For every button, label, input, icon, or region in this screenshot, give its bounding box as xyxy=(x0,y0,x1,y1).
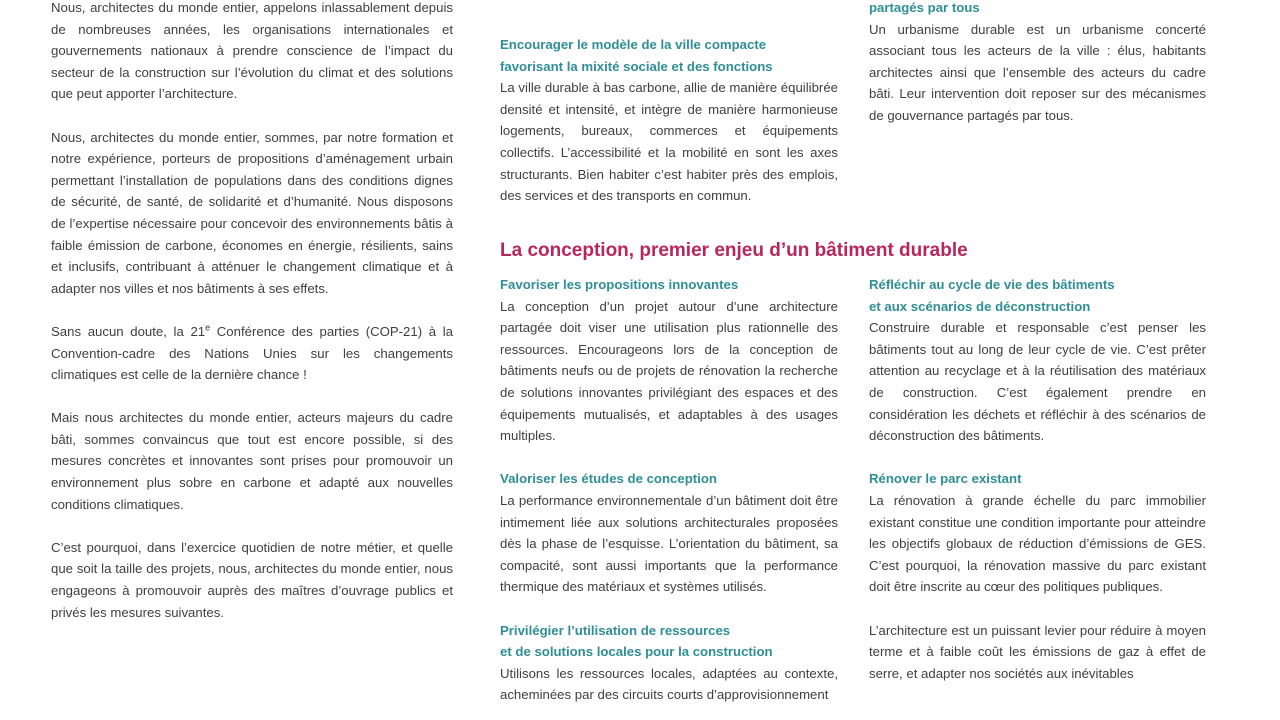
intro-paragraph-3-end: Conférence des parties (COP-21) à la Convention-cadre des Nations Unies sur les changements climatiques est celle de la dernière chance ! xyxy=(51,323,453,383)
compact-city-heading-line-2: favorisant la mixité sociale et des fonctions xyxy=(500,58,773,74)
concerted-urbanism-block xyxy=(869,0,1206,127)
compact-city-body: La ville durable à bas carbone, allie de manière équilibrée densité et intensité, et intègre de manière harmonieuse logements, bureaux, commerces et équipements collectifs. L’accessibilité et la mobilité en sont les axes structurants. Bien habiter c’est habiter près des emplois, des services et des transports en commun. xyxy=(500,80,838,204)
concerted-urbanism-body: Un urbanisme durable est un urbanisme concerté associant tous les acteurs de la ville : élus, habitants architectes ainsi que l’ensemble des acteurs du cadre bâti. Leur intervention doit reposer sur des mécanismes de gouvernance partagés par tous. xyxy=(869,21,1206,123)
intro-paragraph-5: C’est pourquoi, dans l’exercice quotidien de notre métier, et quelle que soit la taille des projets, nous, architectes du monde entier, nous engageons à promouvoir auprès des maîtres d’ouvrage publics et privés les mesures suivantes. xyxy=(51,539,453,620)
life-cycle-body: Construire durable et responsable c’est penser les bâtiments tout au long de leur cycle de vie. C’est prêter attention au recyclage et à la réutilisation des matériaux de construction. C’est également prendre en considération les déchets et réfléchir à des scénarios de déconstruction des bâtiments. xyxy=(869,320,1206,444)
life-cycle-heading-line-2: et aux scénarios de déconstruction xyxy=(869,298,1091,314)
compact-city-heading-line-1: Encourager le modèle de la ville compacte xyxy=(500,37,767,52)
intro-paragraph-4: Mais nous architectes du monde entier, acteurs majeurs du cadre bâti, sommes convaincus que tout est encore possible, si des mesures concrètes et innovantes sont prises pour promouvoir un environnement plus sobre en carbone et adapté aux nouvelles conditions climatiques. xyxy=(51,410,453,512)
ordinal-superscript: e xyxy=(205,322,211,333)
local-resources-heading-line-1: Privilégier l’utilisation de ressources xyxy=(500,622,731,638)
middle-column xyxy=(500,274,838,706)
architecture-lever-body: L’architecture est un puissant levier pour réduire à moyen terme et à faible coût les émissions de gaz à effet de serre, et adapter nos sociétés aux inévitables xyxy=(869,622,1206,681)
intro-paragraph-2: Nous, architectes du monde entier, sommes, par notre formation et notre expérience, porteurs de propositions d’aménagement urbain permettant l’installation de populations dans des conditions dignes de sécurité, de santé, de solidarité et d’humanité. Nous disposons de l’expertise nécessaire pour concevoir des environnements bâtis à faible émission de carbone, économes en énergie, résilients, sains et inclusifs, contribuant à atténuer le changement climatique et à adapter nos villes et nos bâtiments à ses effets. xyxy=(51,129,453,296)
concerted-urbanism-heading: partagés par tous xyxy=(869,0,980,15)
section-title: La conception, premier enjeu d’un bâtiment durable xyxy=(500,240,968,261)
right-column xyxy=(869,274,1206,684)
life-cycle-heading-line-1: Réfléchir au cycle de vie des bâtiments xyxy=(869,277,1115,292)
left-column xyxy=(51,0,453,623)
renovation-body: La rénovation à grande échelle du parc immobilier existant constitue une condition importante pour atteindre les objectifs globaux de réduction d’émissions de GES. C’est pourquoi, la rénovation massive du parc existant doit être inscrite au cœur des politiques publiques. xyxy=(869,492,1206,595)
local-resources-body: Utilisons les ressources locales, adaptées au contexte, acheminées par des circuits courts d’approvisionnement xyxy=(500,665,838,703)
local-resources-heading xyxy=(500,620,838,663)
innovative-proposals-heading: Favoriser les propositions innovantes xyxy=(500,277,739,292)
life-cycle-heading xyxy=(869,274,1206,317)
renovation-heading: Rénover le parc existant xyxy=(869,471,1022,487)
intro-paragraph-1: Nous, architectes du monde entier, appelons inlassablement depuis de nombreuses années, les organisations internationales et gouvernements nationaux à prendre conscience de l’impact du secteur de la construction sur l’évolution du climat et des solutions que peut apporter l’architecture. xyxy=(51,0,453,102)
compact-city-heading xyxy=(500,34,838,77)
innovative-proposals-body: La conception d’un projet autour d’une architecture partagée doit viser une utilisation plus rationnelle des ressources. Encourageons lors de la conception de bâtiments neufs ou de projets de rénovation la recherche de solutions innovantes privilégiant des espaces et des équipements mutualisés, et adaptables à des usages multiples. xyxy=(500,298,838,444)
intro-paragraph-3-start: Sans aucun doute, la 21 xyxy=(51,323,206,339)
compact-city-block xyxy=(500,34,838,207)
design-studies-heading: Valoriser les études de conception xyxy=(500,471,717,487)
intro-paragraph-3 xyxy=(51,321,453,386)
design-studies-body: La performance environnementale d’un bâtiment doit être intimement liée aux solutions architecturales proposées dès la phase de l’esquisse. L’orientation du bâtiment, sa compacité, sont aussi importants que la performance thermique des matériaux et systèmes utilisés. xyxy=(500,492,838,595)
local-resources-heading-line-2: et de solutions locales pour la construction xyxy=(500,644,773,660)
